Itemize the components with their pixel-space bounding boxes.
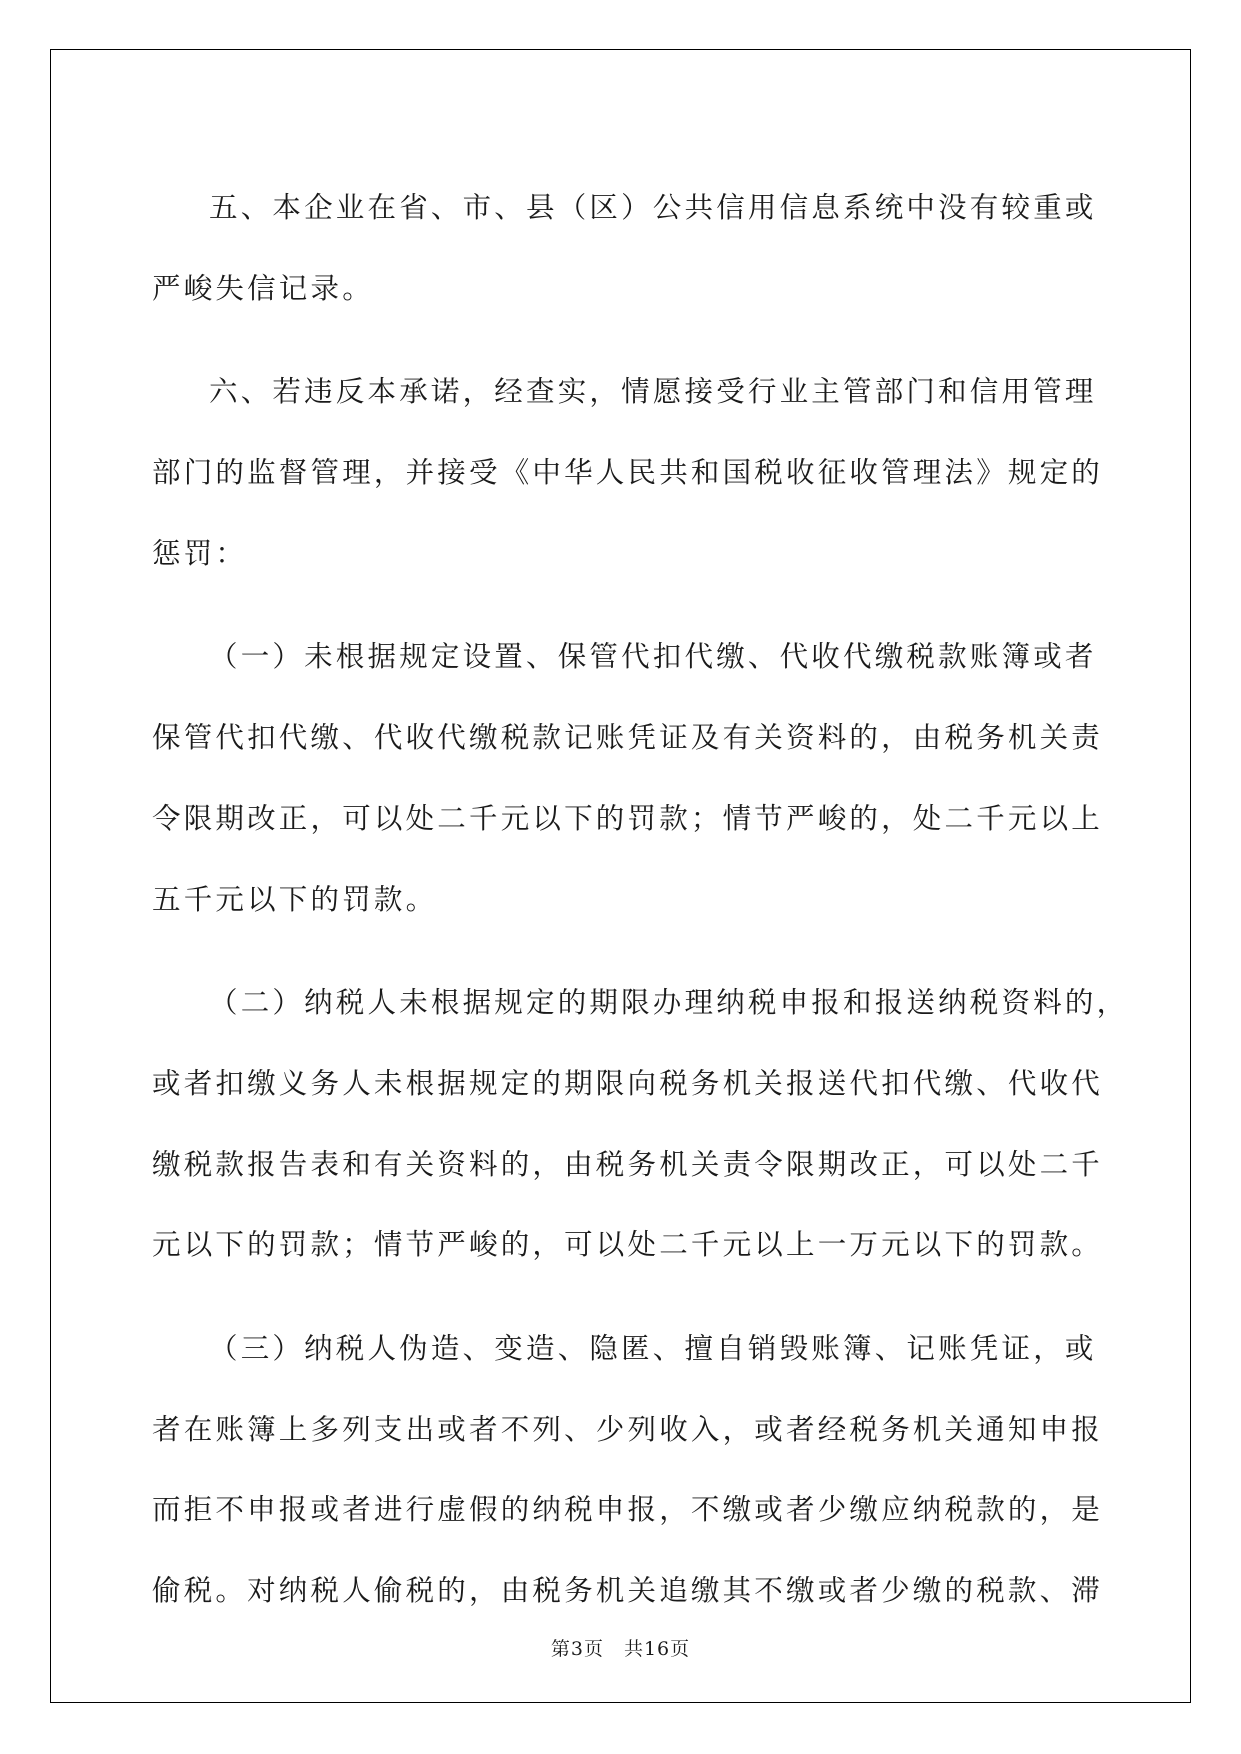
text-line: 元以下的罚款；情节严峻的，可以处二千元以上一万元以下的罚款。 <box>152 1228 1104 1262</box>
text-line: 偷税。对纳税人偷税的，由税务机关追缴其不缴或者少缴的税款、滞 <box>152 1574 1104 1607</box>
text-line: （三）纳税人伪造、变造、隐匿、擅自销毁账簿、记账凭证，或 <box>209 1331 1097 1365</box>
paragraph-subitem-three <box>152 1309 1104 1632</box>
text-line: （二）纳税人未根据规定的期限办理纳税申报和报送纳税资料的， <box>209 986 1129 1020</box>
text-line: 严峻失信记录。 <box>152 271 374 305</box>
text-line: 而拒不申报或者进行虚假的纳税申报，不缴或者少缴应纳税款的，是 <box>152 1493 1104 1527</box>
text-line: 者在账簿上多列支出或者不列、少列收入，或者经税务机关通知申报 <box>152 1412 1104 1446</box>
paragraph-subitem-one <box>152 617 1104 940</box>
text-line: 五千元以下的罚款。 <box>152 882 438 916</box>
paragraph-subitem-two <box>152 963 1129 1286</box>
paragraph-item-six <box>152 352 1104 594</box>
text-line: 令限期改正，可以处二千元以下的罚款；情节严峻的，处二千元以上 <box>152 801 1104 835</box>
text-line: 部门的监督管理，并接受《中华人民共和国税收征收管理法》规定的 <box>152 456 1104 490</box>
text-line: 六、若违反本承诺，经查实，情愿接受行业主管部门和信用管理 <box>209 375 1097 409</box>
text-line: 或者扣缴义务人未根据规定的期限向税务机关报送代扣代缴、代收代 <box>152 1066 1104 1100</box>
text-line: 五、本企业在省、市、县（区）公共信用信息系统中没有较重或 <box>209 191 1097 224</box>
page-footer <box>0 1634 1241 1661</box>
page-number-total: 共16页 <box>623 1638 691 1660</box>
paragraph-item-five <box>152 168 1097 329</box>
page-number-current: 第3页 <box>550 1638 604 1660</box>
text-line: （一）未根据规定设置、保管代扣代缴、代收代缴税款账簿或者 <box>209 640 1097 674</box>
text-line: 惩罚： <box>152 536 248 570</box>
text-line: 缴税款报告表和有关资料的，由税务机关责令限期改正，可以处二千 <box>152 1147 1104 1181</box>
text-line: 保管代扣代缴、代收代缴税款记账凭证及有关资料的，由税务机关责 <box>152 721 1104 755</box>
document-body <box>152 168 1129 1655</box>
